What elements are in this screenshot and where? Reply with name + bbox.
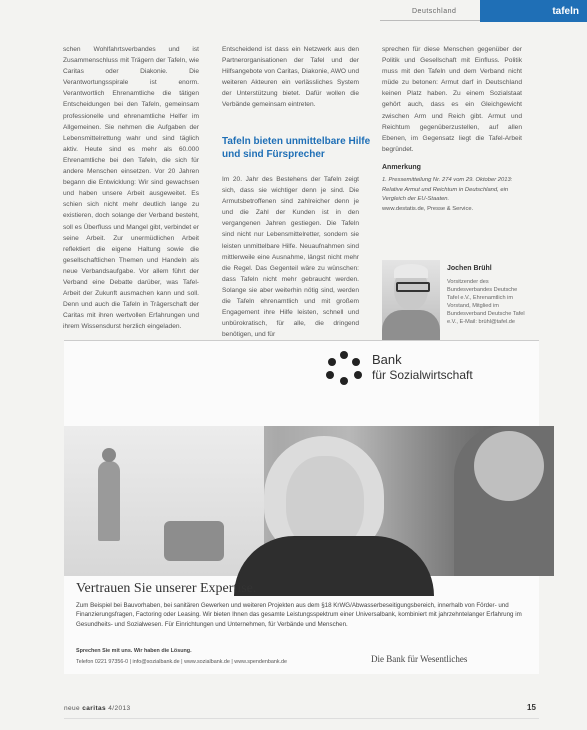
footer-issue: 4/2013 [108, 705, 131, 712]
article-column-1: schen Wohlfahrtsverbandes und ist Zusammenschluss mit Trägern der Tafeln, wie Caritas oder Diakonie. Die Verantwortungsspirale ist enorm. Verantwortlich Ehrenamtliche die tätigen Entscheidungen bei den Tafeln, gemeinsam professionelle und ehrenamtliche Helfer im Allgemeinen. Sie nehmen die Aufgaben der Lebensmittelrettung wahr und sind täglich aktiv. Heute sind es mehr als 60.000 Ehrenamtliche bei den Tafeln, die sich für andere Menschen einsetzen. Vor 20 Jahren begann die Entwicklung: Wir sind gewachsen und haben unsere Arbeit ausgeweitet. Es schien sich nicht mehr deutlich lange zu existieren, doch solange der Verband besteht, soll es Überfluss und Mangel gibt, verbindet er seine Arbeit. Zur unermüdlichen Arbeit reflektiert die eigene Haltung sowie die gesellschaftlichen Themen und Handeln als neue Verbandsaufgabe. Vor allem führt der Verband eine Debatte darüber, was Tafel-Arbeit der Zukunft ausmachen kann und soll. Denn und auch die Tafeln in Trägerschaft der Caritas mit ihren wertvollen Erfahrungen und ihrem Wissensdurst herzlich eingeladen. [63, 46, 199, 331]
article-column-3-paragraph: sprechen für diese Menschen gegenüber der Politik und Gesellschaft mit Einfluss. Politik muss mit den Tafeln und dem Verband nicht müde zu betonen: Armut darf in Deutschland keinen Platz haben. Zu einem Sozialstaat gehört auch, dass es ein Gleichgewicht zwischen Arm und Reich gibt. Armut und Reichtum gegenüberzustellen, auf allen Ebenen, im Gegensatz liegt die Tafel-Arbeit begründet. [382, 46, 522, 153]
section-tab-label: tafeln [552, 6, 579, 17]
article-column-2-paragraph-2: Im 20. Jahr des Bestehens der Tafeln zeigt sich, dass sie wichtiger denn je sind. Die Armutsbetroffenen sind zahlreicher denn je und die Zahl der Kunden ist in den vergangenen Jahren gestiegen. Die Tafeln sind nicht nur Lebensmittelretter, sondern sie leisten unmittelbare Hilfe. Neuaufnahmen sind mittlerweile eine Ausnahme, längst nicht mehr die Regel. Das Gegenteil wäre zu wünschen: dass Tafeln nicht mehr gebraucht werden. Solange sie aber weiterhin nötig sind, werden die Tafeln ehrenamtlich und mit großem Engagement ihre Hilfe leisten, schnell und unbürokratisch, für alle, die dringend benötigen, und für [222, 176, 359, 339]
author-bio: Vorsitzender des Bundesverbandes Deutsche Tafel e.V., Ehrenamtlich im Vorstand, Mitglied im Bundesverband Deutsche Tafel e.V., E-Mail: brühl@tafel.de [447, 279, 525, 325]
author-photo-hair [394, 264, 428, 278]
author-name: Jochen Brühl [447, 265, 492, 272]
footnote-source: www.destatis.de, Presse & Service. [382, 205, 474, 212]
ad-photo-person-head [102, 448, 116, 462]
footer-prefix: neue [64, 705, 81, 712]
author-photo-glasses [396, 282, 430, 292]
article-subheading: Tafeln bieten unmittelbare Hilfe und sind Fürsprecher [222, 136, 371, 160]
ad-tagline: Die Bank für Wesentliches [371, 654, 468, 664]
ad-photo-wheelchair [164, 521, 224, 561]
ad-body-text: Zum Beispiel bei Bauvorhaben, bei sanitären Gewerken und weiteren Projekten aus dem §18 KrWG/Abwasserbeseitigungsbereich, innerhalb von Förder- und Finanzierungsfragen, Factoring oder Leasing. Wir bieten Ihnen das gesamte Leistungsspektrum einer Universalbank, kombiniert mit jahrzehntelanger Erfahrung im Gesundheits- und Sozialwesen. Für Einrichtungen und Unternehmen, für Verbände und Menschen. [76, 602, 522, 628]
ad-photo-man-face [474, 431, 544, 501]
author-photo-body [382, 310, 440, 340]
article-column-2-paragraph-1: Entscheidend ist dass ein Netzwerk aus den Partnerorganisationen der Tafel und der Hilfsangebote von Caritas, Diakonie, AWO und weiteren Akteuren ein verlässliches System der Unterstützung bietet. Dafür wollen die Verbände gemeinsam eintreten. [222, 46, 359, 109]
bank-logo [324, 350, 524, 386]
ad-contact-heading: Sprechen Sie mit uns. Wir haben die Lösung. [76, 648, 192, 654]
header-rule [380, 20, 480, 21]
bank-logo-icon [324, 350, 364, 386]
footnote-text [382, 176, 532, 214]
footnote-body: 1. Pressemitteilung Nr. 274 vom 29. Oktober 2013: Relative Armut und Reichtum in Deutschland, ein Vergleich der EU-Staaten. [382, 177, 513, 202]
ad-photo-person-walking [98, 461, 120, 541]
ad-photo [64, 426, 539, 576]
ad-photo-woman-body [234, 536, 434, 596]
author-photo [382, 260, 440, 336]
ad-contact-info: Telefon 0221 97356-0 | info@sozialbank.de | www.sozialbank.de | www.spendenbank.de [76, 659, 288, 665]
footer-magazine-title [64, 705, 131, 712]
footnote-title: Anmerkung [382, 164, 421, 171]
ad-headline: Vertrauen Sie unserer Expertise. [76, 581, 257, 596]
bank-advertisement [64, 341, 539, 674]
section-tab [480, 0, 587, 22]
page-number: 15 [527, 703, 536, 712]
bank-name-line-1: Bank [372, 352, 402, 367]
bank-name-line-2: für Sozialwirtschaft [372, 368, 473, 382]
article-column-3 [382, 44, 522, 174]
section-label: Deutschland [412, 8, 457, 15]
footer-rule [64, 718, 539, 719]
footer-magazine-name: caritas [82, 705, 107, 712]
